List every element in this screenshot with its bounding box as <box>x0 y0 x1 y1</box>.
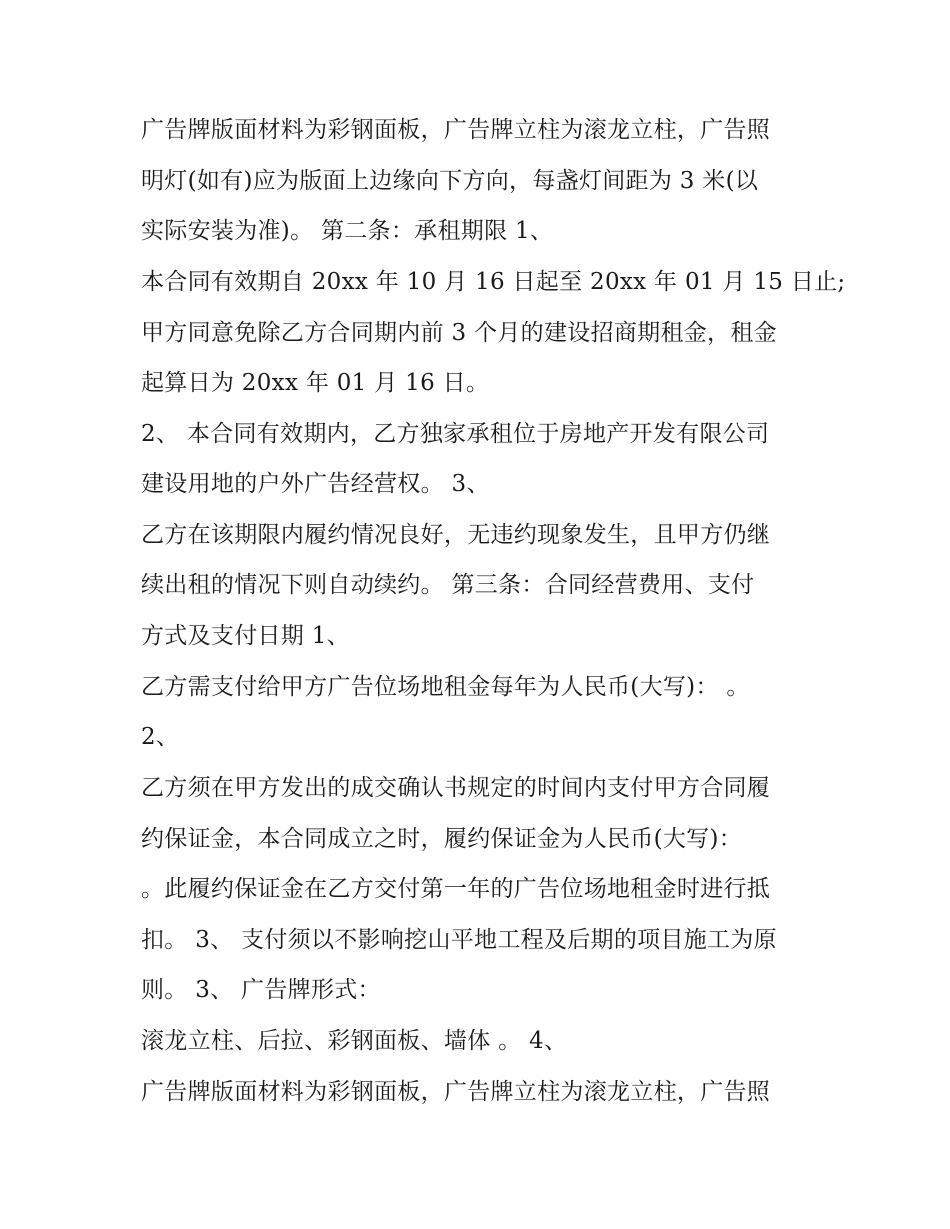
text-line: 滚龙立柱、后拉、彩钢面板、墙体 。 4、 <box>141 1028 568 1054</box>
text-line: 建设用地的户外广告经营权。 3、 <box>141 471 490 497</box>
text-line: 起算日为 20xx 年 01 月 16 日。 <box>141 370 490 396</box>
text-line: 约保证金，本合同成立之时，履约保证金为人民币(大写)： <box>141 826 743 852</box>
text-line: 乙方需支付给甲方广告位场地租金每年为人民币(大写)： 。 <box>141 674 750 700</box>
text-line: 。此履约保证金在乙方交付第一年的广告位场地租金时进行抵 <box>141 876 771 902</box>
text-line: 则。 3、 广告牌形式： <box>141 977 381 1003</box>
text-line: 实际安装为准)。 第二条：承租期限 1、 <box>141 218 554 244</box>
text-line: 2、 本合同有效期内，乙方独家承租位于房地产开发有限公司 <box>141 421 770 447</box>
text-line: 广告牌版面材料为彩钢面板，广告牌立柱为滚龙立柱，广告照 <box>141 1079 771 1105</box>
text-line: 甲方同意免除乙方合同期内前 3 个月的建设招商期租金，租金 <box>141 320 777 346</box>
text-line: 广告牌版面材料为彩钢面板，广告牌立柱为滚龙立柱，广告照 <box>141 117 771 143</box>
text-line: 2、 <box>141 724 180 750</box>
text-line: 续出租的情况下则自动续约。 第三条：合同经营费用、支付 <box>141 572 755 598</box>
text-line: 乙方在该期限内履约情况良好，无违约现象发生，且甲方仍继 <box>141 522 771 548</box>
text-line: 方式及支付日期 1、 <box>141 623 350 649</box>
text-line: 乙方须在甲方发出的成交确认书规定的时间内支付甲方合同履 <box>141 775 771 801</box>
text-line: 明灯(如有)应为版面上边缘向下方向，每盏灯间距为 3 米(以 <box>141 168 759 194</box>
text-line: 本合同有效期自 20xx 年 10 月 16 日起至 20xx 年 01 月 15 日止; <box>141 269 846 295</box>
text-line: 扣。 3、 支付须以不影响挖山平地工程及后期的项目施工为原 <box>141 927 777 953</box>
